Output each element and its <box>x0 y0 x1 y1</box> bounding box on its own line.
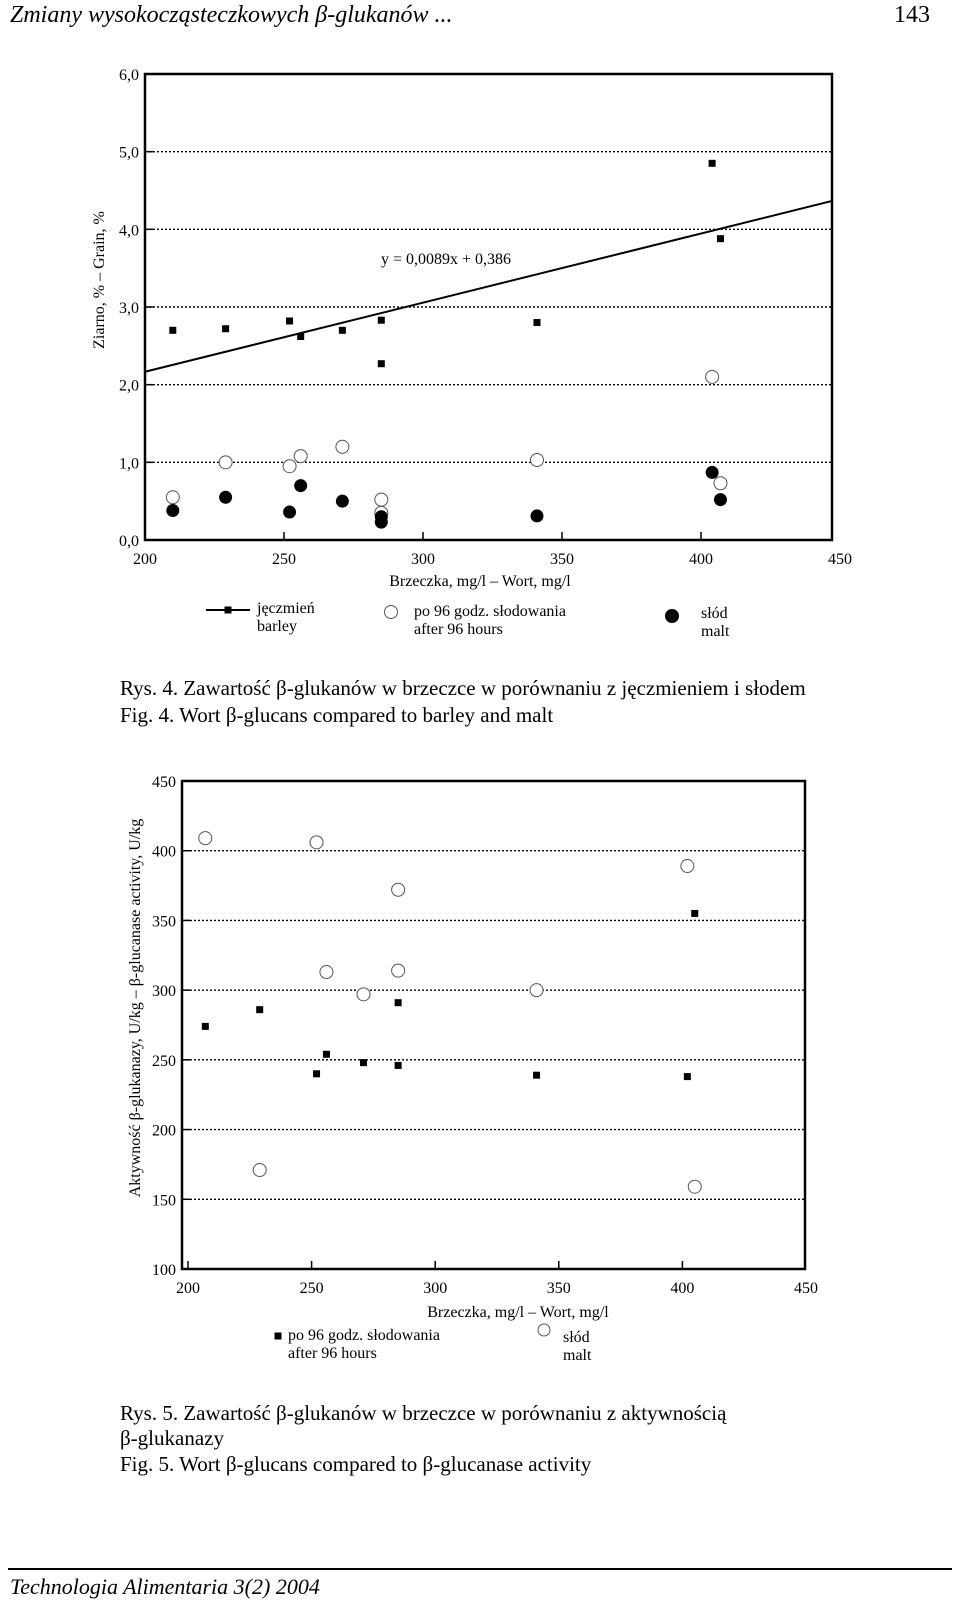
x-axis-title: Brzeczka, mg/l – Wort, mg/l <box>389 573 571 590</box>
y-tick-label: 200 <box>152 1122 176 1140</box>
figure-5-caption-en: Fig. 5. Wort β-glucans compared to β-glucanase activity <box>120 1452 592 1476</box>
data-point <box>166 491 179 504</box>
data-point <box>219 491 232 504</box>
y-tick-label: 5,0 <box>119 144 139 162</box>
plot-frame <box>145 74 832 540</box>
legend-label: after 96 hours <box>414 621 503 638</box>
x-tick-label: 450 <box>828 551 852 568</box>
trendline <box>145 201 832 372</box>
figure-5-caption-pl-line2: β-glukanazy <box>120 1426 224 1450</box>
data-point <box>714 493 727 506</box>
data-point <box>691 910 698 917</box>
legend-marker <box>538 1324 550 1336</box>
data-point <box>706 466 719 479</box>
x-tick-label: 300 <box>423 1280 448 1297</box>
running-header-title: Zmiany wysokocząsteczkowych β-glukanów ... <box>10 2 453 28</box>
data-point <box>395 999 402 1006</box>
plot-frame <box>182 781 805 1269</box>
x-tick-label: 450 <box>794 1280 818 1297</box>
legend-marker <box>665 609 679 623</box>
legend-label: jęczmień <box>257 600 315 617</box>
data-point <box>336 495 349 508</box>
data-point <box>166 504 179 517</box>
figure-4-caption-en: Fig. 4. Wort β-glucans compared to barley and malt <box>120 703 554 727</box>
y-tick-label: 0,0 <box>119 533 139 550</box>
y-tick-label: 450 <box>152 774 176 791</box>
x-tick-label: 350 <box>546 1280 571 1297</box>
legend-marker <box>385 606 398 619</box>
figure-4-caption-pl: Rys. 4. Zawartość β-glukanów w brzeczce w porównaniu z jęczmieniem i słodem <box>120 676 806 700</box>
legend-marker <box>225 607 232 614</box>
data-point <box>323 1051 330 1058</box>
data-point <box>688 1180 701 1193</box>
legend-label: malt <box>563 1347 592 1364</box>
data-point <box>360 1059 367 1066</box>
x-tick-label: 200 <box>133 551 157 568</box>
trend-equation: y = 0,0089x + 0,386 <box>381 251 512 268</box>
data-point <box>530 509 543 522</box>
page-number: 143 <box>894 2 930 28</box>
data-point <box>375 516 388 529</box>
data-point <box>709 160 716 167</box>
data-point <box>530 984 543 997</box>
y-tick-label: 2,0 <box>119 377 139 395</box>
x-tick-label: 400 <box>670 1280 695 1297</box>
data-point <box>294 479 307 492</box>
legend-label: barley <box>257 618 297 635</box>
x-tick-label: 250 <box>299 1280 324 1297</box>
data-point <box>533 319 540 326</box>
y-tick-label: 300 <box>152 983 176 1001</box>
x-tick-label: 200 <box>176 1280 200 1297</box>
y-axis-title: Ziarno, % – Grain, % <box>91 211 108 349</box>
data-point <box>313 1070 320 1077</box>
data-point <box>357 988 370 1001</box>
data-point <box>684 1073 691 1080</box>
data-point <box>320 966 333 979</box>
data-point <box>286 317 293 324</box>
data-point <box>530 454 543 467</box>
x-tick-label: 350 <box>550 551 574 568</box>
y-tick-label: 100 <box>152 1262 176 1279</box>
data-point <box>199 832 212 845</box>
data-point <box>222 325 229 332</box>
y-tick-label: 4,0 <box>119 222 139 240</box>
data-point <box>717 235 724 242</box>
y-tick-label: 1,0 <box>119 455 139 473</box>
data-point <box>294 450 307 463</box>
data-point <box>375 493 388 506</box>
data-point <box>395 1062 402 1069</box>
figure-5-caption-pl-line1: Rys. 5. Zawartość β-glukanów w brzeczce w porównaniu z aktywnością <box>120 1401 727 1425</box>
x-axis-title: Brzeczka, mg/l – Wort, mg/l <box>427 1304 609 1321</box>
y-tick-label: 6,0 <box>119 67 139 84</box>
legend-label: po 96 godz. słodowania <box>288 1327 440 1344</box>
data-point <box>283 460 296 473</box>
x-tick-label: 300 <box>411 551 435 568</box>
data-point <box>706 370 719 383</box>
data-point <box>378 317 385 324</box>
legend-label: after 96 hours <box>288 1345 377 1362</box>
data-point <box>256 1006 263 1013</box>
data-point <box>283 506 296 519</box>
data-point <box>378 360 385 367</box>
legend-marker <box>275 1333 282 1340</box>
data-point <box>714 477 727 490</box>
y-tick-label: 250 <box>152 1052 176 1070</box>
x-tick-label: 250 <box>272 551 296 568</box>
figure-4-chart <box>0 0 960 660</box>
data-point <box>681 860 694 873</box>
data-point <box>310 836 323 849</box>
data-point <box>219 456 232 469</box>
data-point <box>339 327 346 334</box>
y-tick-label: 150 <box>152 1192 176 1210</box>
y-axis-title: Aktywność β-glukanazy, U/kg – β-glucanase activity, U/kg <box>127 818 144 1198</box>
data-point <box>392 964 405 977</box>
footer-rule <box>8 1568 952 1570</box>
legend-label: słód <box>563 1329 590 1346</box>
data-point <box>253 1164 266 1177</box>
figure-5-chart <box>0 740 960 1400</box>
data-point <box>392 883 405 896</box>
data-point <box>336 440 349 453</box>
data-point <box>533 1072 540 1079</box>
data-point <box>202 1023 209 1030</box>
y-tick-label: 400 <box>152 843 176 861</box>
legend-label: po 96 godz. słodowania <box>414 603 566 620</box>
y-tick-label: 3,0 <box>119 300 139 317</box>
data-point <box>169 327 176 334</box>
x-tick-label: 400 <box>689 551 713 568</box>
y-tick-label: 350 <box>152 913 176 931</box>
footer-journal: Technologia Alimentaria 3(2) 2004 <box>10 1574 320 1599</box>
legend-label: słód <box>701 605 728 622</box>
data-point <box>297 333 304 340</box>
legend-label: malt <box>701 623 730 640</box>
